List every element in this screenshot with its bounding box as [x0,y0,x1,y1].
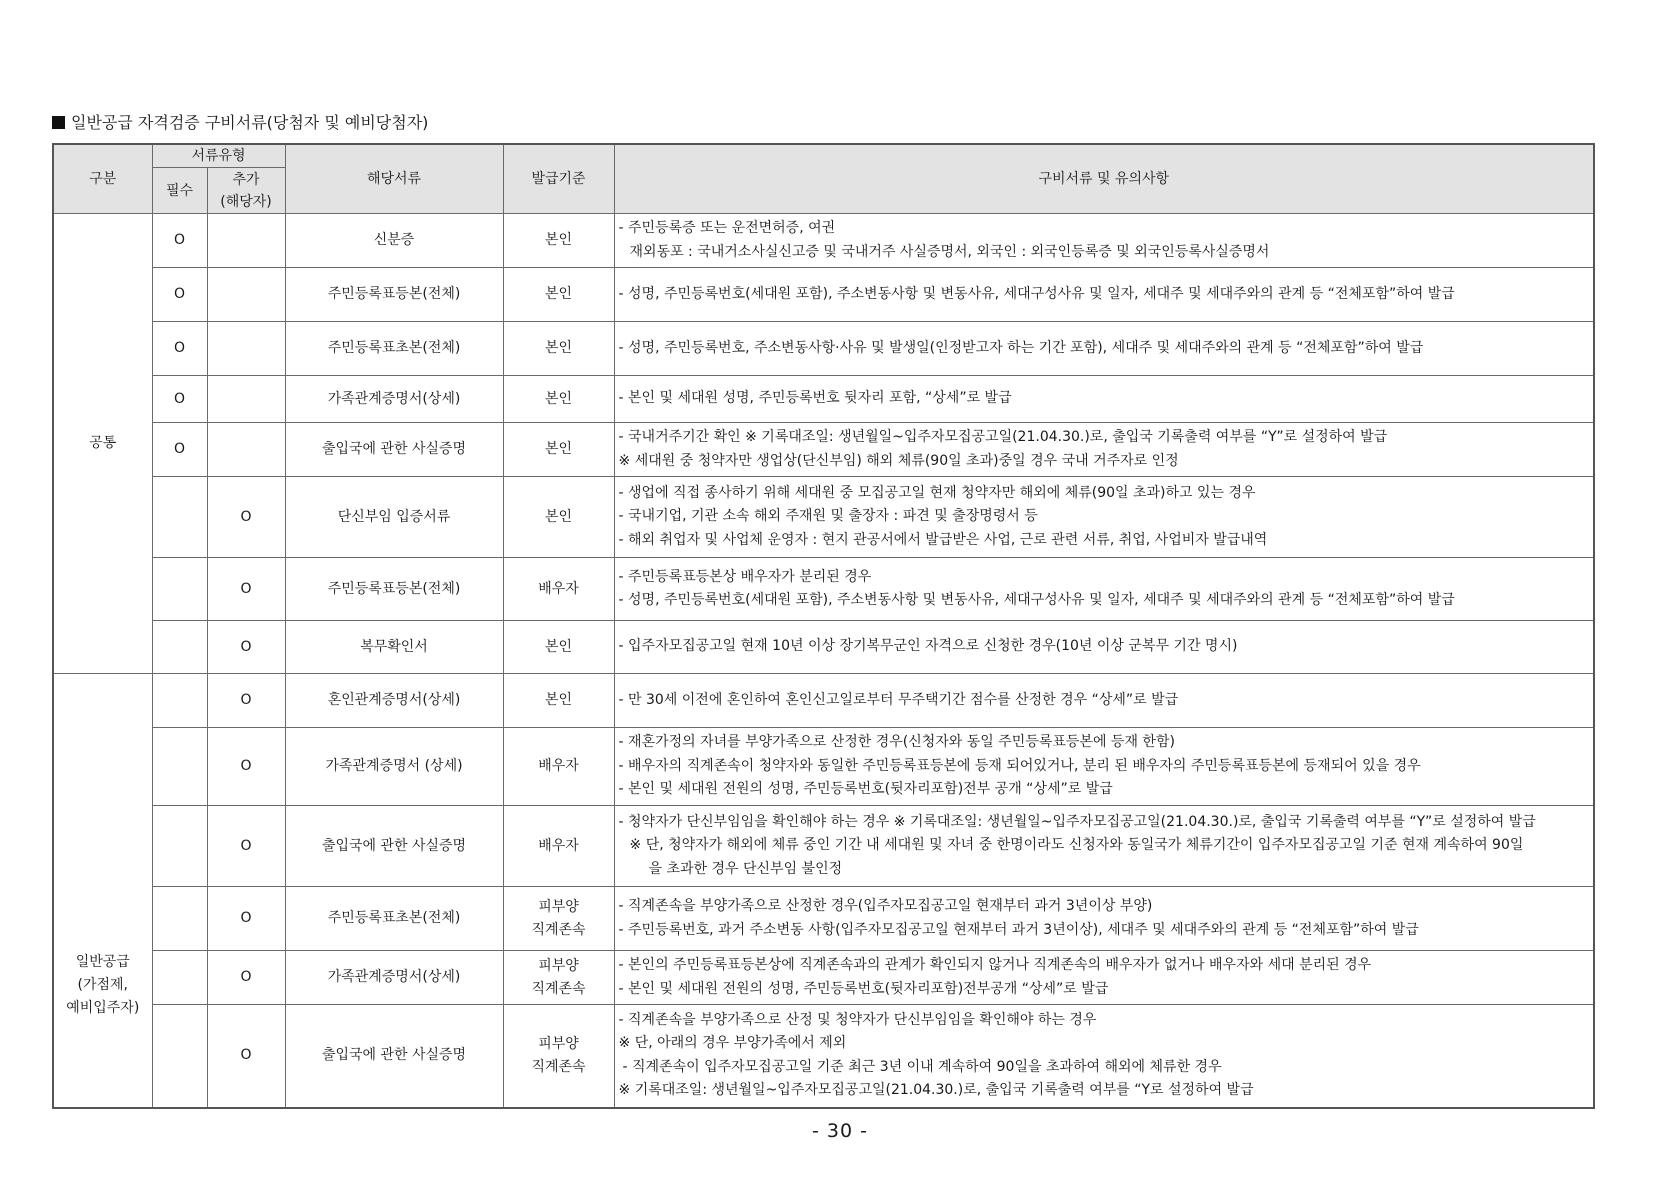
square-bullet-icon [52,116,65,129]
document-name: 주민등록표초본(전체) [285,322,503,376]
document-name: 가족관계증명서(상세) [285,376,503,423]
group-label-line: 공통 [89,435,117,451]
table-row [53,887,1594,951]
additional-mark [207,268,285,322]
table-row [53,728,1594,806]
note-line: - 주민등록증 또는 운전면허증, 여권 [618,220,836,236]
required-mark [152,1005,207,1108]
header-required: 필수 [152,168,207,214]
required-mark: O [152,268,207,322]
required-mark [152,621,207,674]
header-additional-label: 추가 [232,171,260,188]
additional-mark: O [207,477,285,558]
note-line: ※ 단, 청약자가 해외에 체류 중인 기간 내 세대원 및 자녀 중 한명이라도 신청자와 동일국가 체류기간이 입주자모집공고일 기준 현재 계속하여 90일 [629,837,1524,854]
document-name: 가족관계증명서 (상세) [285,728,503,806]
issuer-line: 본인 [544,286,573,302]
additional-mark [207,376,285,423]
additional-mark [207,423,285,477]
header-issuer: 발급기준 [503,144,614,214]
document-name: 복무확인서 [285,621,503,674]
issuer [503,951,614,1005]
issuer [503,214,614,268]
issuer [503,558,614,621]
issuer [503,477,614,558]
issuer-line: 본인 [544,441,573,457]
note-line: - 성명, 주민등록번호, 주소변동사항·사유 및 발생일(인정받고자 하는 기간 포함), 세대주 및 세대주와의 관계 등 “전체포함”하여 발급 [618,339,1424,356]
notes [614,558,1594,621]
required-mark [152,728,207,806]
note-line: - 주민등록번호, 과거 주소변동 사항(입주자모집공고일 현재부터 과거 3년이상), 세대주 및 세대주와의 관계 등 “전체포함”하여 발급 [618,921,1419,938]
note-line: - 만 30세 이전에 혼인하여 혼인신고일로부터 무주택기간 점수를 산정한 경우 “상세”로 발급 [618,691,1179,708]
note-line: - 국내거주기간 확인 ※ 기록대조일: 생년월일~입주자모집공고일(21.04.30.)로, 출입국 기록출력 여부를 “Y”로 설정하여 발급 [618,429,1388,445]
table-row [53,376,1594,423]
issuer [503,268,614,322]
note-line: - 본인의 주민등록표등본상에 직계존속과의 관계가 확인되지 않거나 직계존속의 배우자가 없거나 배우자와 세대 분리된 경우 [618,957,1372,973]
note-line: - 직계존속이 입주자모집공고일 기준 최근 3년 이내 계속하여 90일을 초과하여 해외에 체류한 경우 [622,1058,1222,1075]
additional-mark: O [207,1005,285,1108]
group-label-general-supply [53,674,152,1108]
note-line: - 성명, 주민등록번호(세대원 포함), 주소변동사항 및 변동사유, 세대구성사유 및 일자, 세대주 및 세대주와의 관계 등 “전체포함”하여 발급 [618,592,1455,608]
issuer-line: 배우자 [538,758,579,774]
header-document: 해당서류 [285,144,503,214]
additional-mark: O [207,806,285,887]
required-mark: O [152,423,207,477]
required-mark [152,558,207,621]
section-title [52,112,428,134]
issuer-line: 피부양 [538,957,579,974]
issuer [503,322,614,376]
note-line: - 직계존속을 부양가족으로 산정한 경우(입주자모집공고일 현재부터 과거 3년이상 부양) [618,898,1153,914]
document-name: 주민등록표초본(전체) [285,887,503,951]
note-line: - 입주자모집공고일 현재 10년 이상 장기복무군인 자격으로 신청한 경우(10년 이상 군복무 기간 명시) [618,638,1238,655]
note-line: - 청약자가 단신부임임을 확인해야 하는 경우 ※ 기록대조일: 생년월일~입주자모집공고일(21.04.30.)로, 출입국 기록출력 여부를 “Y”로 설정하여 발급 [618,813,1536,830]
group-label-line: (가점제, [77,976,128,993]
note-line: - 본인 및 세대원 전원의 성명, 주민등록번호(뒷자리포함)전부 공개 “상세”로 발급 [618,781,1113,798]
note-line: - 재혼가정의 자녀를 부양가족으로 산정한 경우(신청자와 동일 주민등록표등본에 등재 한함) [618,734,1175,751]
additional-mark: O [207,558,285,621]
issuer [503,621,614,674]
issuer-line: 본인 [544,638,573,655]
issuer [503,887,614,951]
document-name: 혼인관계증명서(상세) [285,674,503,728]
note-line: ※ 세대원 중 청약자만 생업상(단신부임) 해외 체류(90일 초과)중일 경우 국내 거주자로 인정 [618,452,1179,469]
issuer-line: 배우자 [538,837,579,854]
required-mark: O [152,376,207,423]
group-label-line: 예비입주자) [66,999,140,1016]
document-name: 가족관계증명서(상세) [285,951,503,1005]
additional-mark: O [207,887,285,951]
issuer-line: 피부양 [538,898,579,915]
additional-mark: O [207,728,285,806]
issuer-line: 본인 [544,692,573,708]
notes [614,477,1594,558]
table-row [53,1005,1594,1108]
section-title-text: 일반공급 자격검증 구비서류(당첨자 및 예비당첨자) [71,113,429,132]
header-row-1 [53,144,1594,168]
document-name: 출입국에 관한 사실증명 [285,423,503,477]
notes [614,728,1594,806]
notes [614,1005,1594,1108]
additional-mark [207,214,285,268]
header-category: 구분 [53,144,152,214]
issuer-line: 본인 [544,508,573,525]
notes [614,322,1594,376]
table-row [53,322,1594,376]
issuer [503,674,614,728]
table-row [53,674,1594,728]
note-line: ※ 기록대조일: 생년월일~입주자모집공고일(21.04.30.)로, 출입국 기록출력 여부를 “Y로 설정하여 발급 [618,1082,1254,1099]
table-row [53,423,1594,477]
issuer-line: 피부양 [538,1035,579,1052]
note-line: - 본인 및 세대원 전원의 성명, 주민등록번호(뒷자리포함)전부공개 “상세”로 발급 [618,980,1109,997]
notes [614,951,1594,1005]
header-notes: 구비서류 및 유의사항 [614,144,1594,214]
issuer [503,423,614,477]
table-row [53,268,1594,322]
issuer [503,376,614,423]
note-line: - 생업에 직접 종사하기 위해 세대원 중 모집공고일 현재 청약자만 해외에 체류(90일 초과)하고 있는 경우 [618,484,1256,501]
required-mark [152,887,207,951]
issuer-line: 직계존속 [531,980,586,997]
group-label-common [53,214,152,674]
issuer-line: 직계존속 [531,921,586,938]
notes [614,621,1594,674]
issuer-line: 본인 [544,232,573,248]
issuer-line: 본인 [544,390,573,407]
issuer-line: 배우자 [538,580,579,597]
additional-mark [207,322,285,376]
issuer [503,728,614,806]
document-name: 주민등록표등본(전체) [285,268,503,322]
table-row [53,621,1594,674]
note-line: 을 초과한 경우 단신부임 불인정 [648,860,843,877]
issuer [503,806,614,887]
required-mark: O [152,214,207,268]
notes [614,887,1594,951]
issuer-line: 직계존속 [531,1058,586,1075]
required-documents-table [52,143,1595,1109]
note-line: - 성명, 주민등록번호(세대원 포함), 주소변동사항 및 변동사유, 세대구성사유 및 일자, 세대주 및 세대주와의 관계 등 “전체포함”하여 발급 [618,285,1455,302]
table-row [53,214,1594,268]
issuer-line: 본인 [544,340,573,356]
required-mark [152,806,207,887]
notes [614,214,1594,268]
header-doc-type: 서류유형 [152,144,285,168]
note-line: - 국내기업, 기관 소속 해외 주재원 및 출장자 : 파견 및 출장명령서 등 [618,508,1038,525]
notes [614,674,1594,728]
header-additional [207,168,285,214]
note-line: - 배우자의 직계존속이 청약자와 동일한 주민등록표등본에 등재 되어있거나, 분리 된 배우자의 주민등록표등본에 등재되어 있을 경우 [618,757,1421,774]
table-row [53,951,1594,1005]
additional-mark: O [207,674,285,728]
document-name: 주민등록표등본(전체) [285,558,503,621]
document-name: 단신부임 입증서류 [285,477,503,558]
note-line: - 직계존속을 부양가족으로 산정 및 청약자가 단신부임임을 확인해야 하는 경우 [618,1011,1097,1028]
notes [614,268,1594,322]
required-mark [152,674,207,728]
document-name: 신분증 [285,214,503,268]
note-line: 재외동포 : 국내거소사실신고증 및 국내거주 사실증명서, 외국인 : 외국인등록증 및 외국인등록사실증명서 [629,243,1270,260]
required-mark [152,477,207,558]
note-line: - 해외 취업자 및 사업체 운영자 : 현지 관공서에서 발급받은 사업, 근로 관련 서류, 취업, 사업비자 발급내역 [618,531,1268,548]
group-label-line: 일반공급 [75,953,130,970]
notes [614,376,1594,423]
note-line: - 주민등록표등본상 배우자가 분리된 경우 [618,568,872,585]
document-name: 출입국에 관한 사실증명 [285,1005,503,1108]
note-line: ※ 단, 아래의 경우 부양가족에서 제외 [618,1035,847,1052]
required-mark: O [152,322,207,376]
page-number: - 30 - [812,1120,868,1142]
table-row [53,806,1594,887]
issuer [503,1005,614,1108]
additional-mark: O [207,621,285,674]
document-name: 출입국에 관한 사실증명 [285,806,503,887]
additional-mark: O [207,951,285,1005]
table-row [53,558,1594,621]
note-line: - 본인 및 세대원 성명, 주민등록번호 뒷자리 포함, “상세”로 발급 [618,390,1012,407]
header-additional-sub: (해당자) [220,193,272,210]
notes [614,806,1594,887]
notes [614,423,1594,477]
required-mark [152,951,207,1005]
table-row [53,477,1594,558]
